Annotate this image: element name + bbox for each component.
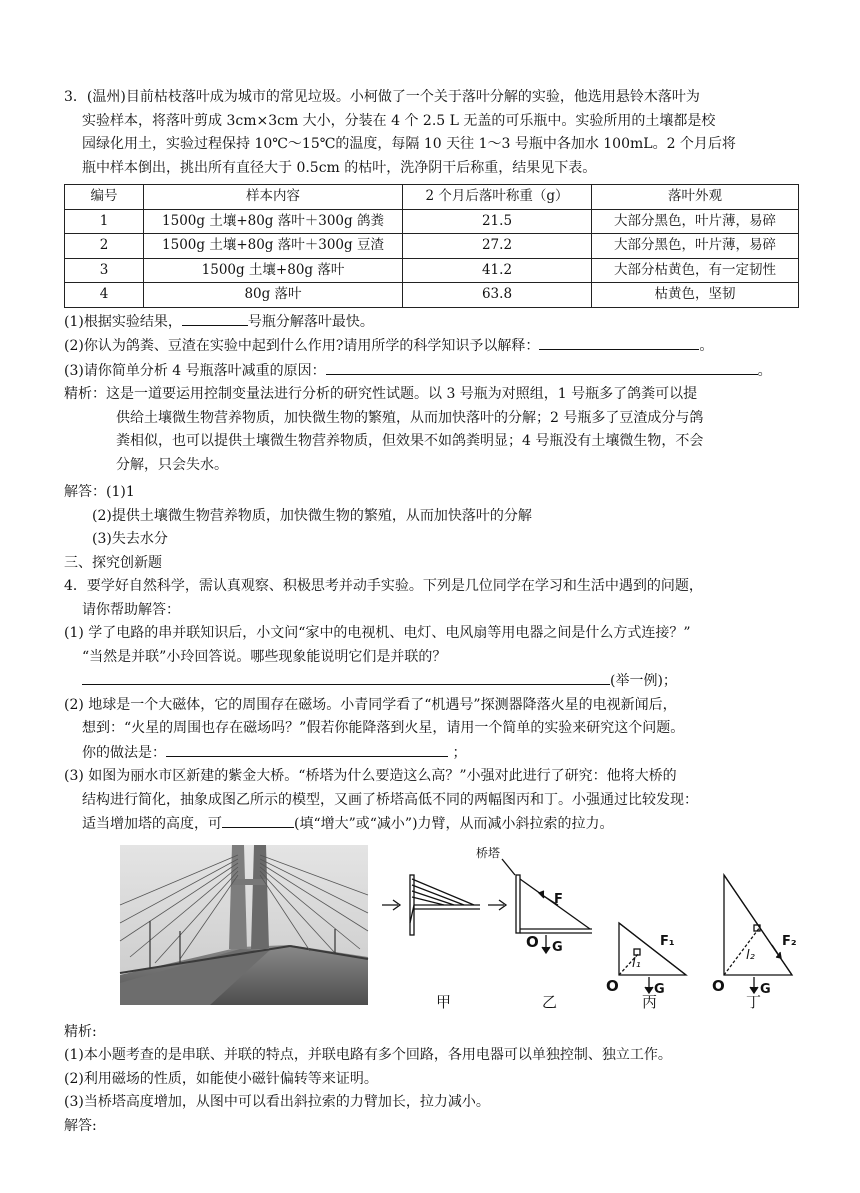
q4-p3-line-1: (3) 如图为丽水市区新建的紫金大桥。“桥塔为什么要造这么高？”小强对此进行了研究：他将大桥的 xyxy=(64,768,677,784)
q3-sub2-text: (2)你认为鸽粪、豆渣在实验中起到什么作用?请用所学的科学知识予以解释： xyxy=(64,338,540,354)
label-G: G xyxy=(654,981,665,997)
table-cell: 1500g 土壤+80g 落叶＋300g 鸽粪 xyxy=(144,209,403,234)
q3-analysis-line-2: 供给土壤微生物营养物质，加快微生物的繁殖，从而加快落叶的分解；2 号瓶多了豆渣成分与鸽 xyxy=(116,409,704,426)
table-cell: 41.2 xyxy=(403,258,592,283)
answer-blank[interactable] xyxy=(222,812,294,828)
label-l2: l₂ xyxy=(746,947,755,963)
table-cell: 4 xyxy=(65,283,144,308)
q4-p2-end: ； xyxy=(452,744,467,761)
q4-p1-line-1: (1) 学了电路的串并联知识后，小文问“家中的电视机、电灯、电风扇等用电器之间是什么方式连接？” xyxy=(64,625,691,641)
q4-p2-line-2: 想到：“火星的周围也存在磁场吗？”假若你能降落到火星，请用一个简单的实验来研究这个问题。 xyxy=(82,720,685,736)
label-O: O xyxy=(606,976,619,995)
table-header: 2 个月后落叶称重（g） xyxy=(403,185,592,210)
q4-p1-tail: (举一例)； xyxy=(610,673,677,689)
section-title: 三、探究创新题 xyxy=(64,554,162,571)
q3-answer-line-1 xyxy=(64,481,799,505)
lever-diagrams xyxy=(314,845,797,1013)
label-F2: F₂ xyxy=(782,933,797,949)
label-F1: F₁ xyxy=(660,933,675,949)
q3-sub3-text: (3)请你简单分析 4 号瓶落叶减重的原因： xyxy=(64,362,326,379)
q4-p3-line-2: 结构进行简化，抽象成图乙所示的模型，又画了桥塔高低不同的两幅图丙和丁。小强通过比较发现： xyxy=(82,791,698,808)
document-body xyxy=(64,86,799,1138)
table-row xyxy=(65,283,799,308)
q4-intro-1: 4．要学好自然科学，需认真观察、积极思考并动手实验。下列是几位同学在学习和生活中遇到的问题， xyxy=(64,578,703,594)
q4-p3-text: 适当增加塔的高度，可 xyxy=(82,816,222,832)
experiment-table xyxy=(64,184,799,308)
caption-ding: 丁 xyxy=(746,992,762,1011)
table-header-row xyxy=(65,185,799,210)
answer-blank[interactable] xyxy=(166,741,448,757)
q4-analysis-label: 精析: xyxy=(64,1023,97,1040)
analysis-text: 这是一道要运用控制变量法进行分析的研究性试题。以 3 号瓶为对照组，1 号瓶多了鸽粪可以提 xyxy=(106,386,698,402)
table-cell: 1500g 土壤+80g 落叶＋300g 豆渣 xyxy=(144,234,403,259)
table-cell: 枯黄色，坚韧 xyxy=(592,283,799,308)
answer-blank[interactable] xyxy=(539,334,699,350)
q4-p3-line-3 xyxy=(64,812,799,837)
q3-line-1: 3．(温州)目前枯枝落叶成为城市的常见垃圾。小柯做了一个关于落叶分解的实验，他选用悬铃木落叶为 xyxy=(64,89,700,105)
q4-p2-line-1: (2) 地球是一个大磁体，它的周围存在磁场。小青同学看了“机遇号”探测器降落火星的电视新闻后， xyxy=(64,696,677,713)
table-row xyxy=(65,209,799,234)
q4-p2-line-3 xyxy=(64,741,799,766)
q4-p1-blank-line xyxy=(64,669,799,694)
caption-bing: 丙 xyxy=(642,992,658,1011)
q3-sub2-text-end: 。 xyxy=(699,338,714,354)
caption-jia: 甲 xyxy=(436,992,452,1011)
table-header: 编号 xyxy=(65,185,144,210)
table-cell: 大部分黑色，叶片薄，易碎 xyxy=(592,209,799,234)
q3-answer-line-2: (2)提供土壤微生物营养物质，加快微生物的繁殖，从而加快落叶的分解 xyxy=(92,507,532,524)
table-row xyxy=(65,258,799,283)
q4-p3-text-end: (填“增大”或“减小”)力臂，从而减小斜拉索的拉力。 xyxy=(294,816,614,832)
table-cell: 大部分枯黄色，有一定韧性 xyxy=(592,258,799,283)
table-cell: 63.8 xyxy=(403,283,592,308)
q4-intro-2: 请你帮助解答： xyxy=(82,601,180,618)
q3-sub2 xyxy=(64,334,799,359)
q3-line-3: 园绿化用土，实验过程保持 10℃～15℃的温度，每隔 10 天往 1～3 号瓶中各加水 100mL。2 个月后将 xyxy=(82,136,736,152)
q3-analysis-line-4: 分解，只会失水。 xyxy=(116,456,228,473)
q3-answer-line-3: (3)失去水分 xyxy=(92,531,168,547)
table-header: 落叶外观 xyxy=(592,185,799,210)
q3-sub1-text-end: 号瓶分解落叶最快。 xyxy=(247,313,374,330)
label-G: G xyxy=(552,939,563,955)
table-cell: 27.2 xyxy=(403,234,592,259)
q4-analysis-3: (3)当桥塔高度增加，从图中可以看出斜拉索的力臂加长，拉力减小。 xyxy=(64,1094,490,1110)
q3-sub1-text: (1)根据实验结果， xyxy=(64,313,182,330)
q4-analysis-1: (1)本小题考查的是串联、并联的特点，并联电路有多个回路，各用电器可以单独控制、独立工作。 xyxy=(64,1047,672,1063)
table-cell: 80g 落叶 xyxy=(144,283,403,308)
q4-p2-prompt: 你的做法是： xyxy=(82,744,166,761)
q3-sub1 xyxy=(64,310,799,335)
label-F: F xyxy=(554,891,563,907)
answer-blank[interactable] xyxy=(182,310,248,326)
answer-label: 解答： xyxy=(64,484,106,500)
table-cell: 3 xyxy=(65,258,144,283)
q3-analysis-line-3: 粪相似，也可以提供土壤微生物营养物质，但效果不如鸽粪明显；4 号瓶没有土壤微生物，不会 xyxy=(116,433,704,449)
table-row xyxy=(65,234,799,259)
caption-yi: 乙 xyxy=(542,992,558,1011)
q3-sub3-text-end: 。 xyxy=(757,362,772,379)
q4-answer-label: 解答: xyxy=(64,1117,97,1134)
q3-line-4: 瓶中样本倒出，挑出所有直径大于 0.5cm 的枯叶，洗净阴干后称重，结果见下表。 xyxy=(82,159,597,176)
table-cell: 1500g 土壤+80g 落叶 xyxy=(144,258,403,283)
table-cell: 2 xyxy=(65,234,144,259)
tower-label: 桥塔 xyxy=(476,845,501,860)
answer-text: (1)1 xyxy=(106,484,135,500)
table-cell: 21.5 xyxy=(403,209,592,234)
table-cell: 大部分黑色，叶片薄，易碎 xyxy=(592,234,799,259)
answer-blank[interactable] xyxy=(82,669,610,685)
analysis-label: 精析： xyxy=(64,386,106,402)
table-cell: 1 xyxy=(65,209,144,234)
q3-analysis-line-1 xyxy=(64,383,799,407)
bridge-figures xyxy=(64,845,799,1015)
q3-line-2: 实验样本，将落叶剪成 3cm×3cm 大小，分装在 4 个 2.5 L 无盖的可乐瓶中。实验所用的土壤都是校 xyxy=(82,112,716,129)
q4-analysis-2: (2)利用磁场的性质，如能使小磁针偏转等来证明。 xyxy=(64,1070,378,1087)
answer-blank[interactable] xyxy=(326,359,758,375)
q3-sub3 xyxy=(64,359,799,384)
q4-p1-line-2: “当然是并联”小玲回答说。哪些现象能说明它们是并联的？ xyxy=(82,648,447,665)
label-O: O xyxy=(712,976,725,995)
label-l1: l₁ xyxy=(632,955,641,971)
label-O: O xyxy=(526,932,539,951)
label-G: G xyxy=(760,981,771,997)
table-header: 样本内容 xyxy=(144,185,403,210)
